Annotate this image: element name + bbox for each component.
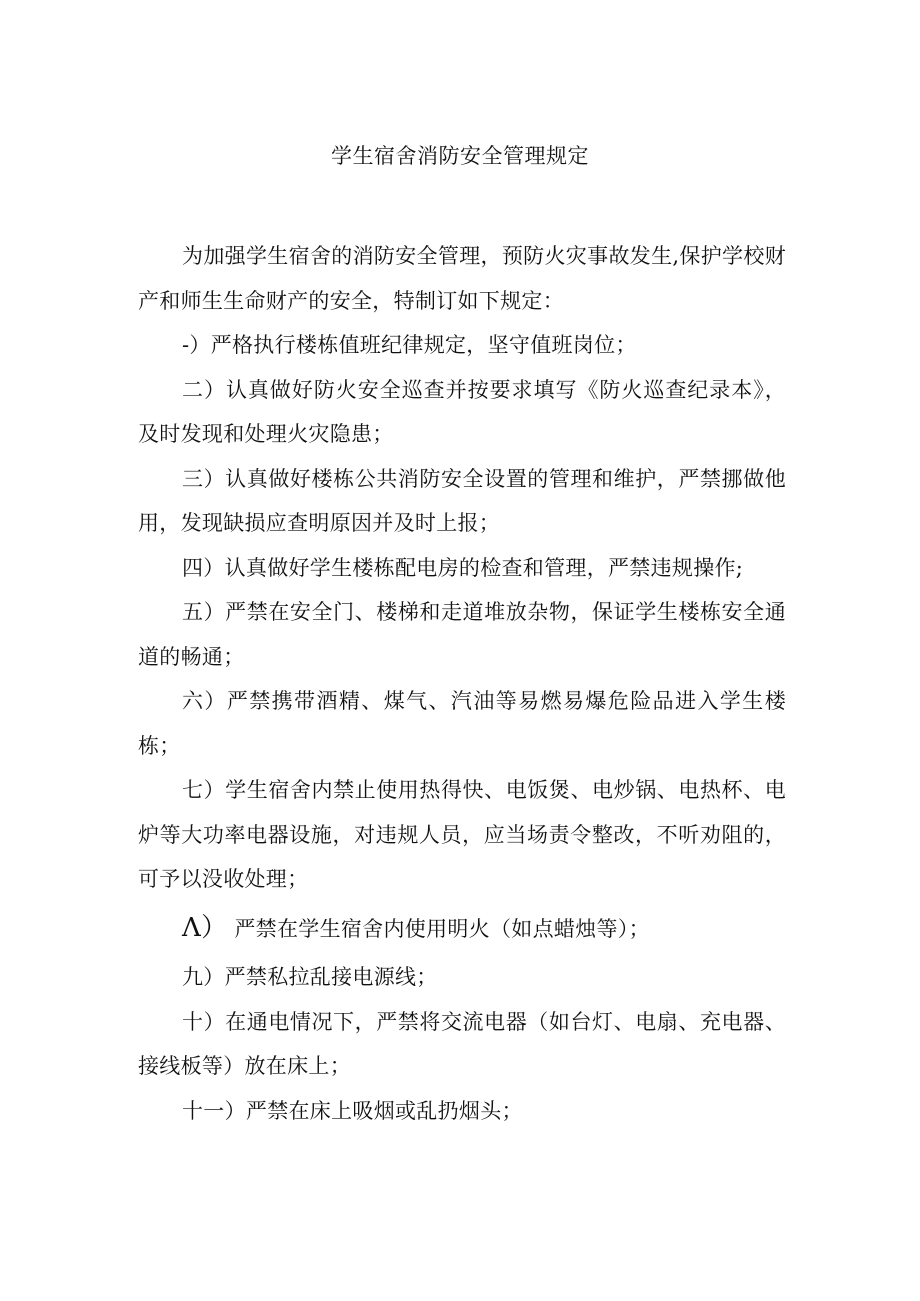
intro-paragraph: 为加强学生宿舍的消防安全管理，预防火灾事故发生,保护学校财产和师生生命财产的安全，特制订如下规定：: [138, 244, 786, 313]
rule-item-9: 九）严禁私拉乱接电源线；: [182, 965, 438, 989]
document-body: [138, 234, 786, 1133]
rule-item-6: 六）严禁携带酒精、煤气、汽油等易燃易爆危险品进入学生楼栋；: [138, 689, 786, 758]
rule-item-5: 五）严禁在安全门、楼梯和走道堆放杂物，保证学生楼栋安全通道的畅通；: [138, 600, 786, 669]
rule-item-3: 三）认真做好楼栋公共消防安全设置的管理和维护，严禁挪做他用，发现缺损应查明原因并及时上报；: [138, 466, 786, 535]
rule-item-8-text: 严禁在学生宿舍内使用明火（如点蜡烛等）；: [227, 916, 650, 941]
rule-item-11: 十一）严禁在床上吸烟或乱扔烟头；: [182, 1098, 523, 1123]
rule-item-8: [138, 906, 786, 952]
rule-item-2: 二）认真做好防火安全巡查并按要求填写《防火巡查纪录本》，及时发现和处理火灾隐患；: [138, 377, 786, 446]
rule-item-8-number: Λ）: [182, 912, 228, 943]
rule-item-1: -）严格执行楼栋值班纪律规定，坚守值班岗位；: [182, 333, 637, 357]
document-title: 学生宿舍消防安全管理规定: [331, 144, 589, 168]
rule-item-10: 十）在通电情况下，严禁将交流电器（如台灯、电扇、充电器、接线板等）放在床上；: [138, 1009, 786, 1078]
rule-item-7: 七）学生宿舍内禁止使用热得快、电饭煲、电炒锅、电热杯、电炉等大功率电器设施，对违规人员，应当场责令整改，不听劝阻的，可予以没收处理；: [138, 778, 786, 891]
rule-item-4: 四）认真做好学生楼栋配电房的检查和管理，严禁违规操作;: [182, 555, 744, 580]
